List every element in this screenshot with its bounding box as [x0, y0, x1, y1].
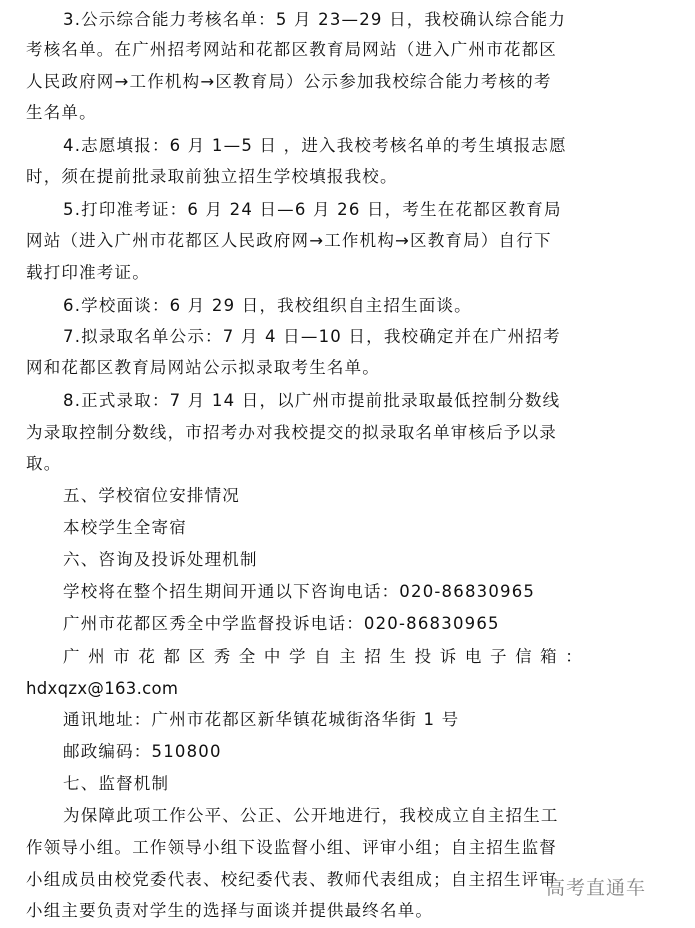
text-line: 取。: [26, 454, 62, 473]
text-line: 广州市花都区秀全中学监督投诉电话：020-86830965: [63, 614, 500, 633]
text-line: 通讯地址：广州市花都区新华镇花城街洛华街 1 号: [63, 710, 460, 729]
watermark-text: 高考直通车: [546, 877, 647, 899]
text-line: 7.拟录取名单公示：7 月 4 日—10 日，我校确定并在广州招考: [63, 327, 561, 346]
text-line: 学校将在整个招生期间开通以下咨询电话：020-86830965: [63, 582, 536, 601]
text-line: 邮政编码：510800: [63, 742, 222, 761]
text-line: 本校学生全寄宿: [63, 518, 187, 537]
text-line: 广州市花都区秀全中学自主招生投诉电子信箱：: [63, 647, 583, 666]
text-line: 考核名单。在广州招考网站和花都区教育局网站（进入广州市花都区: [26, 40, 557, 59]
text-line: 生名单。: [26, 103, 97, 122]
text-line: 网和花都区教育局网站公示拟录取考生名单。: [26, 358, 380, 377]
text-line: 网站（进入广州市花都区人民政府网→工作机构→区教育局）自行下: [26, 231, 552, 250]
text-line: 载打印准考证。: [26, 263, 150, 282]
text-line: 小组主要负责对学生的选择与面谈并提供最终名单。: [26, 901, 434, 920]
text-line: 4.志愿填报：6 月 1—5 日 ，进入我校考核名单的考生填报志愿: [63, 136, 567, 155]
email-address: hdxqzx@163.com: [26, 679, 179, 698]
text-line: 8.正式录取：7 月 14 日，以广州市提前批录取最低控制分数线: [63, 391, 561, 410]
text-line: 6.学校面谈：6 月 29 日，我校组织自主招生面谈。: [63, 296, 472, 315]
section-heading: 七、监督机制: [63, 774, 170, 793]
section-heading: 五、学校宿位安排情况: [63, 486, 240, 505]
section-heading: 六、咨询及投诉处理机制: [63, 550, 258, 569]
text-line: 时，须在提前批录取前独立招生学校填报我校。: [26, 167, 398, 186]
text-line: 为保障此项工作公平、公正、公开地进行，我校成立自主招生工: [63, 806, 559, 825]
text-line: 3.公示综合能力考核名单：5 月 23—29 日，我校确认综合能力: [63, 10, 567, 29]
text-line: 为录取控制分数线，市招考办对我校提交的拟录取名单审核后予以录: [26, 423, 557, 442]
text-line: 作领导小组。工作领导小组下设监督小组、评审小组；自主招生监督: [26, 838, 557, 857]
text-line: 小组成员由校党委代表、校纪委代表、教师代表组成；自主招生评审: [26, 870, 557, 889]
text-line: 人民政府网→工作机构→区教育局）公示参加我校综合能力考核的考: [26, 72, 552, 91]
text-line: 5.打印准考证：6 月 24 日—6 月 26 日，考生在花都区教育局: [63, 200, 562, 219]
